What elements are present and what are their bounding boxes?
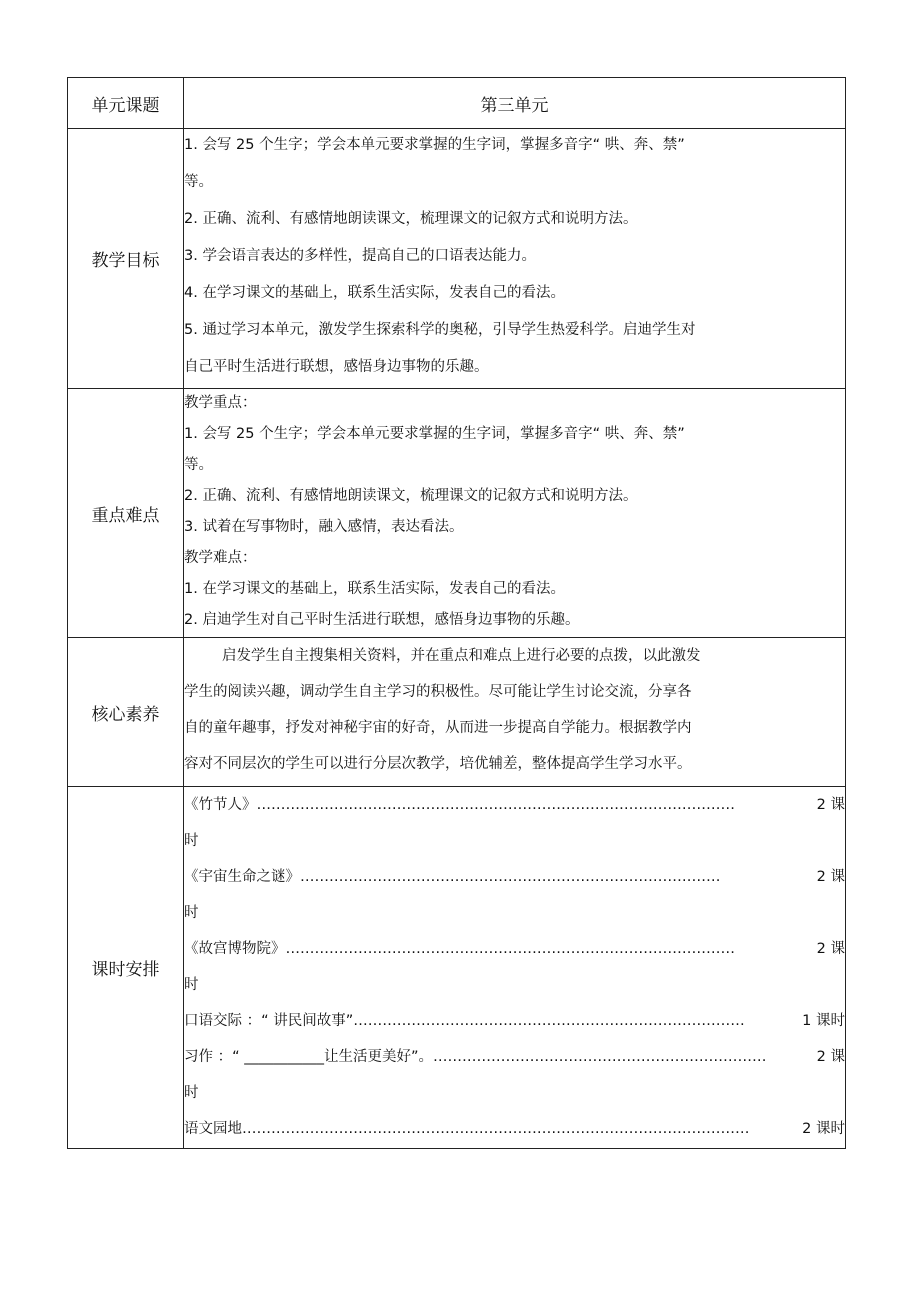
goals-content — [184, 129, 846, 389]
schedule-label — [68, 787, 184, 1149]
keys-line: 1. 在学习课文的基础上，联系生活实际，发表自己的看法。 — [184, 581, 565, 597]
schedule-item-title: 《宇宙生命之谜》 — [184, 869, 300, 885]
goals-line: 等。 — [184, 174, 213, 190]
schedule-item-title: 语文园地 — [184, 1121, 242, 1137]
schedule-item-duration: 2 课时 — [802, 1121, 845, 1137]
keys-label — [68, 389, 184, 638]
goals-label-text: 教学目标 — [91, 251, 160, 271]
goals-label — [68, 129, 184, 389]
goals-line: 4. 在学习课文的基础上，联系生活实际，发表自己的看法。 — [184, 285, 565, 301]
schedule-item — [184, 787, 845, 823]
schedule-item-wrap: 时 — [184, 905, 199, 921]
schedule-item-duration: 2 课 — [816, 1049, 845, 1065]
core-line: 容对不同层次的学生可以进行分层次教学，培优辅差，整体提高学生学习水平。 — [184, 756, 692, 772]
schedule-item-dots: …………………………………………………………………………………………… — [242, 1121, 750, 1137]
keys-line: 1. 会写 25 个生字；学会本单元要求掌握的生字词，掌握多音字“ 哄、奔、禁” — [184, 426, 685, 442]
schedule-label-text: 课时安排 — [91, 960, 160, 980]
schedule-item-wrap: 时 — [184, 977, 199, 993]
unit-title-value: 第三单元 — [184, 78, 846, 129]
keys-content — [184, 389, 846, 638]
schedule-item-dots: ………………………………………………………………………………… — [285, 941, 735, 957]
keys-line: 2. 启迪学生对自己平时生活进行联想，感悟身边事物的乐趣。 — [184, 612, 580, 628]
schedule-item-title: 口语交际 ：“ 讲民间故事” — [184, 1013, 354, 1029]
goals-line: 2. 正确、流利、有感情地朗读课文，梳理课文的记叙方式和说明方法。 — [184, 211, 638, 227]
unit-title-label-text: 单元课题 — [91, 95, 160, 116]
schedule-item — [184, 931, 845, 967]
schedule-item-title: 习作 ：“ ___________让生活更美好”。 — [184, 1049, 433, 1065]
core-label — [68, 638, 184, 787]
core-row — [68, 638, 846, 787]
keys-line: 2. 正确、流利、有感情地朗读课文，梳理课文的记叙方式和说明方法。 — [184, 488, 638, 504]
goals-line: 5. 通过学习本单元，激发学生探索科学的奥秘，引导学生热爱科学。启迪学生对 — [184, 322, 696, 338]
goals-line: 3. 学会语言表达的多样性，提高自己的口语表达能力。 — [184, 248, 536, 264]
schedule-item — [184, 1111, 845, 1147]
goals-line: 自己平时生活进行联想，感悟身边事物的乐趣。 — [184, 359, 489, 375]
schedule-item — [184, 1039, 845, 1075]
schedule-item-duration: 2 课 — [816, 941, 845, 957]
schedule-item-title: 《故宫博物院》 — [184, 941, 286, 957]
core-content — [184, 638, 846, 787]
schedule-item-duration: 2 课 — [816, 869, 845, 885]
keys-line: 教学难点： — [184, 550, 257, 566]
schedule-item — [184, 859, 845, 895]
schedule-item-dots: …………………………………………………………………………… — [300, 869, 721, 885]
header-row — [68, 78, 846, 129]
core-line: 自的童年趣事，抒发对神秘宇宙的好奇，从而进一步提高自学能力。根据教学内 — [184, 720, 692, 736]
lesson-plan-table — [67, 77, 846, 1149]
keys-line: 教学重点： — [184, 395, 257, 411]
schedule-item — [184, 1003, 845, 1039]
unit-title-label — [68, 78, 184, 129]
goals-line: 1. 会写 25 个生字；学会本单元要求掌握的生字词，掌握多音字“ 哄、奔、禁” — [184, 137, 685, 153]
schedule-item-dots: ……………………………………………………………………………………… — [256, 797, 735, 813]
goals-row — [68, 129, 846, 389]
keys-label-text: 重点难点 — [91, 505, 160, 526]
schedule-row — [68, 787, 846, 1149]
schedule-content — [184, 787, 846, 1149]
schedule-item-duration: 1 课时 — [802, 1013, 845, 1029]
schedule-item-dots: ……………………………………………………………………… — [353, 1013, 745, 1029]
keys-line: 等。 — [184, 457, 213, 473]
keys-row — [68, 389, 846, 638]
schedule-item-wrap: 时 — [184, 833, 199, 849]
schedule-item-title: 《竹节人》 — [184, 797, 257, 813]
core-line: 学生的阅读兴趣，调动学生自主学习的积极性。尽可能让学生讨论交流，分享各 — [184, 684, 692, 700]
keys-line: 3. 试着在写事物时，融入感情，表达看法。 — [184, 519, 464, 535]
core-label-text: 核心素养 — [91, 704, 160, 725]
schedule-item-wrap: 时 — [184, 1085, 199, 1101]
schedule-item-duration: 2 课 — [816, 797, 845, 813]
core-line: 启发学生自主搜集相关资料，并在重点和难点上进行必要的点拨，以此激发 — [222, 648, 701, 664]
schedule-item-dots: …………………………………………………………… — [433, 1049, 767, 1065]
